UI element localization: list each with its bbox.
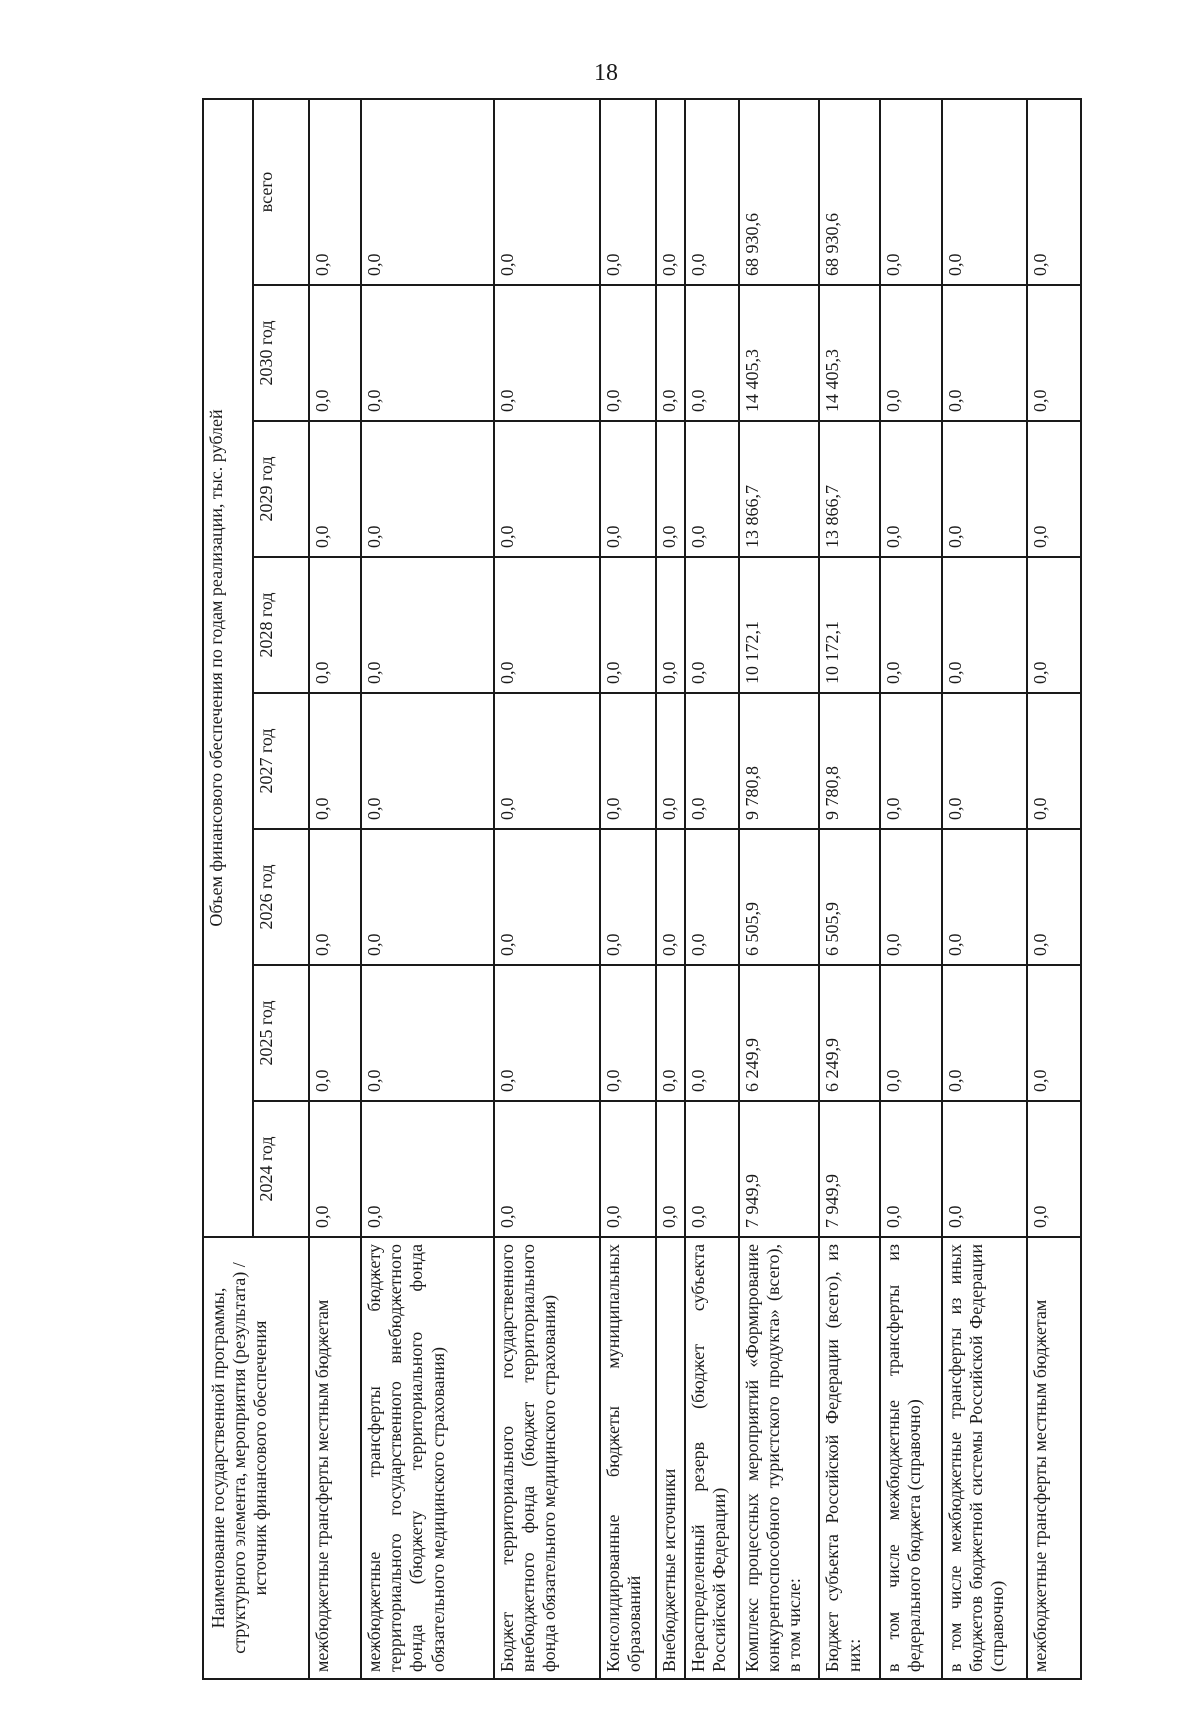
value-cell: 7 949,9: [739, 1101, 820, 1237]
value-cell: 0,0: [494, 421, 600, 557]
value-cell: 0,0: [880, 829, 942, 965]
value-cell: 0,0: [600, 557, 656, 693]
value-cell: 6 505,9: [819, 829, 879, 965]
row-name: Комплекс процессных мероприятий «Формирование конкурентоспособного туристского продукта» (всего), в том числе:: [739, 1237, 820, 1679]
value-cell: 0,0: [600, 421, 656, 557]
value-cell: 6 505,9: [739, 829, 820, 965]
year-header: 2028 год: [253, 557, 309, 693]
value-cell: 0,0: [685, 965, 739, 1101]
value-cell: 0,0: [494, 99, 600, 285]
row-name: межбюджетные трансферты местным бюджетам: [309, 1237, 361, 1679]
table-row: [361, 99, 494, 1679]
value-cell: 0,0: [656, 693, 685, 829]
value-cell: 13 866,7: [819, 421, 879, 557]
table-row: [494, 99, 600, 1679]
page-number: 18: [594, 60, 618, 86]
value-cell: 0,0: [1027, 557, 1081, 693]
header-row-group: [203, 99, 253, 1679]
value-cell: 0,0: [656, 1101, 685, 1237]
table-row: [1027, 99, 1081, 1679]
value-cell: 0,0: [494, 829, 600, 965]
value-cell: 0,0: [494, 965, 600, 1101]
value-cell: 0,0: [1027, 99, 1081, 285]
value-cell: 0,0: [309, 1101, 361, 1237]
value-cell: 10 172,1: [819, 557, 879, 693]
year-header: 2030 год: [253, 285, 309, 421]
value-cell: 68 930,6: [739, 99, 820, 285]
value-cell: 0,0: [309, 693, 361, 829]
value-cell: 0,0: [685, 1101, 739, 1237]
value-cell: 14 405,3: [739, 285, 820, 421]
value-cell: 0,0: [942, 557, 1027, 693]
year-header: 2029 год: [253, 421, 309, 557]
table-row: [880, 99, 942, 1679]
value-cell: 0,0: [361, 693, 494, 829]
value-cell: 0,0: [309, 421, 361, 557]
rotated-table-container: [202, 100, 1082, 1680]
value-cell: 0,0: [685, 829, 739, 965]
total-header: всего: [253, 99, 309, 285]
value-cell: 0,0: [1027, 965, 1081, 1101]
row-name: в том числе межбюджетные трансферты из иных бюджетов бюджетной системы Российской Федерации (справочно): [942, 1237, 1027, 1679]
value-cell: 0,0: [494, 557, 600, 693]
value-cell: 10 172,1: [739, 557, 820, 693]
table-row: [942, 99, 1027, 1679]
value-cell: 0,0: [880, 421, 942, 557]
value-cell: 0,0: [880, 99, 942, 285]
value-cell: 0,0: [942, 99, 1027, 285]
table-row: [600, 99, 656, 1679]
row-name: Нераспределенный резерв (бюджет субъекта Российской Федерации): [685, 1237, 739, 1679]
value-cell: 9 780,8: [739, 693, 820, 829]
value-cell: 0,0: [656, 99, 685, 285]
value-cell: 0,0: [685, 693, 739, 829]
value-cell: 0,0: [361, 99, 494, 285]
row-name: межбюджетные трансферты бюджету территориального государственного внебюджетного фонда (бюджету территориального фонда обязательного медицинского страхования): [361, 1237, 494, 1679]
value-cell: 0,0: [361, 1101, 494, 1237]
name-column-header: Наименование государственной программы, структурного элемента, мероприятия (результата) / источник финансового обеспечения: [203, 1237, 309, 1679]
value-cell: 0,0: [1027, 693, 1081, 829]
value-cell: 0,0: [942, 693, 1027, 829]
value-cell: 7 949,9: [819, 1101, 879, 1237]
value-cell: 0,0: [656, 557, 685, 693]
value-cell: 0,0: [600, 1101, 656, 1237]
value-cell: 68 930,6: [819, 99, 879, 285]
value-cell: 0,0: [600, 285, 656, 421]
year-header: 2026 год: [253, 829, 309, 965]
value-cell: 0,0: [309, 557, 361, 693]
value-cell: 0,0: [685, 421, 739, 557]
value-cell: 0,0: [685, 557, 739, 693]
row-name: Бюджет субъекта Российской Федерации (всего), из них:: [819, 1237, 879, 1679]
table-row: [656, 99, 685, 1679]
row-name: в том числе межбюджетные трансферты из федерального бюджета (справочно): [880, 1237, 942, 1679]
value-cell: 0,0: [656, 285, 685, 421]
value-cell: 0,0: [880, 965, 942, 1101]
value-cell: 0,0: [1027, 1101, 1081, 1237]
value-cell: 6 249,9: [739, 965, 820, 1101]
value-cell: 0,0: [600, 829, 656, 965]
value-cell: 0,0: [309, 99, 361, 285]
value-cell: 0,0: [942, 421, 1027, 557]
value-cell: 0,0: [685, 99, 739, 285]
value-cell: 0,0: [880, 285, 942, 421]
value-cell: 0,0: [880, 1101, 942, 1237]
value-cell: 0,0: [656, 421, 685, 557]
value-cell: 0,0: [656, 829, 685, 965]
value-cell: 0,0: [656, 965, 685, 1101]
year-header: 2027 год: [253, 693, 309, 829]
value-cell: 0,0: [942, 829, 1027, 965]
value-cell: 0,0: [309, 965, 361, 1101]
year-header: 2025 год: [253, 965, 309, 1101]
value-cell: 0,0: [600, 965, 656, 1101]
value-cell: 0,0: [600, 693, 656, 829]
value-cell: 0,0: [942, 1101, 1027, 1237]
value-cell: 0,0: [494, 1101, 600, 1237]
row-name: Бюджет территориального государственного внебюджетного фонда (бюджет территориального фонда обязательного медицинского страхования): [494, 1237, 600, 1679]
value-cell: 0,0: [1027, 285, 1081, 421]
row-name: межбюджетные трансферты местным бюджетам: [1027, 1237, 1081, 1679]
table-row: [739, 99, 820, 1679]
row-name: Консолидированные бюджеты муниципальных образований: [600, 1237, 656, 1679]
value-cell: 0,0: [1027, 421, 1081, 557]
volume-header: Объем финансового обеспечения по годам реализации, тыс. рублей: [203, 99, 253, 1237]
year-header: 2024 год: [253, 1101, 309, 1237]
value-cell: 14 405,3: [819, 285, 879, 421]
value-cell: 0,0: [600, 99, 656, 285]
value-cell: 0,0: [361, 965, 494, 1101]
value-cell: 0,0: [880, 557, 942, 693]
financing-table: [202, 98, 1082, 1680]
value-cell: 0,0: [494, 285, 600, 421]
value-cell: 0,0: [1027, 829, 1081, 965]
value-cell: 13 866,7: [739, 421, 820, 557]
value-cell: 9 780,8: [819, 693, 879, 829]
value-cell: 0,0: [685, 285, 739, 421]
row-name: Внебюджетные источники: [656, 1237, 685, 1679]
table-row: [685, 99, 739, 1679]
value-cell: 0,0: [880, 693, 942, 829]
value-cell: 0,0: [942, 285, 1027, 421]
value-cell: 0,0: [361, 421, 494, 557]
value-cell: 0,0: [309, 285, 361, 421]
value-cell: 0,0: [494, 693, 600, 829]
value-cell: 0,0: [942, 965, 1027, 1101]
value-cell: 0,0: [361, 285, 494, 421]
value-cell: 0,0: [361, 557, 494, 693]
table-row: [309, 99, 361, 1679]
value-cell: 0,0: [309, 829, 361, 965]
value-cell: 0,0: [361, 829, 494, 965]
table-row: [819, 99, 879, 1679]
value-cell: 6 249,9: [819, 965, 879, 1101]
